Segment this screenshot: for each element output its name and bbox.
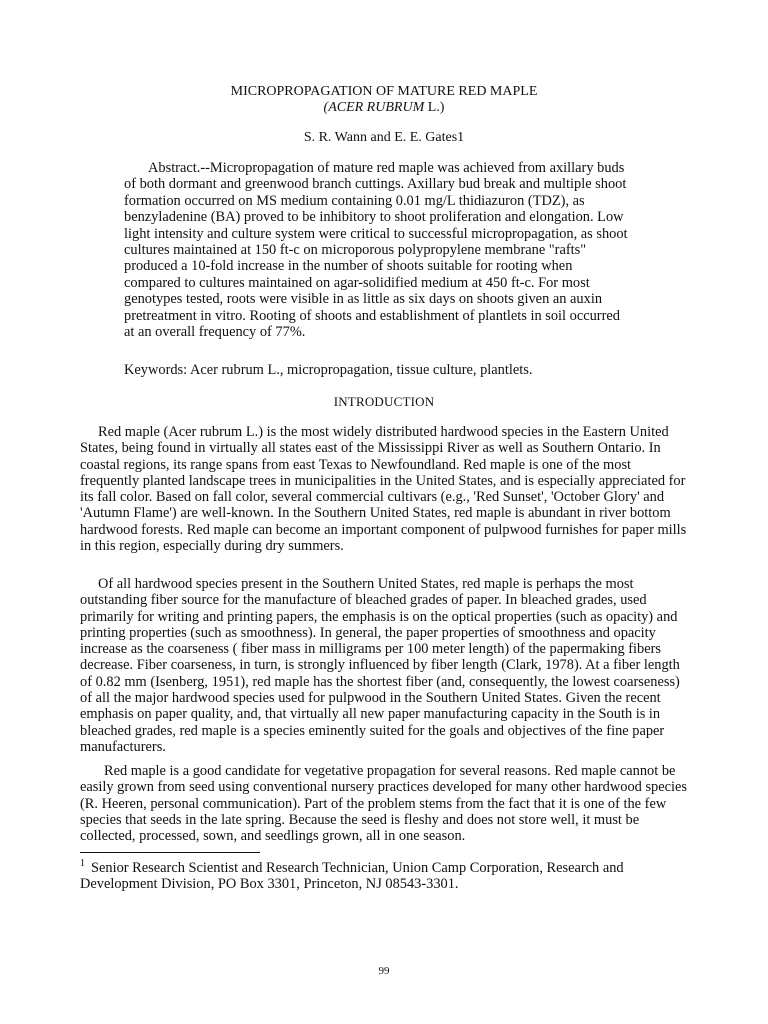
keywords: Keywords: Acer rubrum L., micropropagation, tissue culture, plantlets. xyxy=(124,362,533,378)
footnote xyxy=(80,860,680,893)
paragraph-3 xyxy=(80,763,690,844)
paragraph-2 xyxy=(80,576,690,755)
paragraph-text: Of all hardwood species present in the Southern United States, red maple is perhaps the most outstanding fiber source for the manufacture of bleached grades of paper. In bleached grades, used primarily for writing and printing papers, the emphasis is on the optical properties (such as opacity) and printing properties (such as smoothness). In general, the paper properties of smoothness and opacity increase as the coarseness ( fiber mass in milligrams per 100 meter length) of the papermaking fibers decrease. Fiber coarseness, in turn, is strongly influenced by fiber length (Clark, 1978). At a fiber length of 0.82 mm (Isenberg, 1951), red maple has the shortest fiber (and, consequently, the lowest coarseness) of all the major hardwood species used for pulpwood in the Southern United States. Given the recent emphasis on paper quality, and, that virtually all new paper manufacturing capacity in the South is in bleached grades, red maple is a species eminently suited for the goals and objectives of the fine paper manufacturers. xyxy=(80,576,680,755)
paragraph-1 xyxy=(80,424,690,554)
paragraph-text: Red maple (Acer rubrum L.) is the most widely distributed hardwood species in the Eastern United States, being found in virtually all states east of the Mississippi River as well as Southern Ontario. In coastal regions, its range spans from east Texas to Newfoundland. Red maple is one of the most frequently planted landscape trees in municipalities in the United States, and is especially appreciated for its fall color. Based on fall color, several commercial cultivars (e.g., 'Red Sunset', 'October Glory' and 'Autumn Flame') are well-known. In the Southern United States, red maple is abundant in river bottom hardwood forests. Red maple can become an important component of pulpwood furnishes for paper mills in this region, especially during dry summers. xyxy=(80,424,687,555)
footnote-text: Senior Research Scientist and Research Technician, Union Camp Corporation, Research and Development Division, PO Box 3301, Princeton, NJ 08543-3301. xyxy=(80,860,624,893)
footnote-mark: 1 xyxy=(80,858,85,870)
section-heading: INTRODUCTION xyxy=(333,394,435,409)
species-name: (ACER RUBRUM xyxy=(323,100,425,115)
paper-subtitle xyxy=(0,100,768,116)
abstract-text: Abstract.--Micropropagation of mature red maple was achieved from axillary buds of both dormant and greenwood branch cuttings. Axillary bud break and multiple shoot formation occurred on MS medium containing 0.01 mg/L thidiazuron (TDZ), as benzyladenine (BA) proved to be inhibitory to shoot proliferation and elongation. Low light intensity and culture system were critical to successful micropropagation, as shoot cultures maintained at 150 ft-c on microporous polypropylene membrane "rafts" produced a 10-fold increase in the number of shoots suitable for rooting when compared to cultures maintained on agar-solidified medium at 450 ft-c. For most genotypes tested, roots were visible in as little as six days on shoots given an auxin pretreatment in vitro. Rooting of shoots and establishment of plantlets in soil occurred at an overall frequency of 77%. xyxy=(124,160,628,341)
species-authority: L.) xyxy=(424,100,445,115)
page-number: 99 xyxy=(378,965,390,977)
author-line: S. R. Wann and E. E. Gates1 xyxy=(303,130,465,145)
footnote-divider xyxy=(80,852,260,853)
paper-title: MICROPROPAGATION OF MATURE RED MAPLE xyxy=(230,84,538,99)
paragraph-text: Red maple is a good candidate for vegetative propagation for several reasons. Red maple cannot be easily grown from seed using conventional nursery practices developed for many other hardwood species (R. Heeren, personal communication). Part of the problem stems from the fact that it is one of the few species that seeds in the late spring. Because the seed is fleshy and does not store well, it must be collected, processed, sown, and seedlings grown, all in one season. xyxy=(80,763,688,845)
abstract xyxy=(124,160,630,340)
